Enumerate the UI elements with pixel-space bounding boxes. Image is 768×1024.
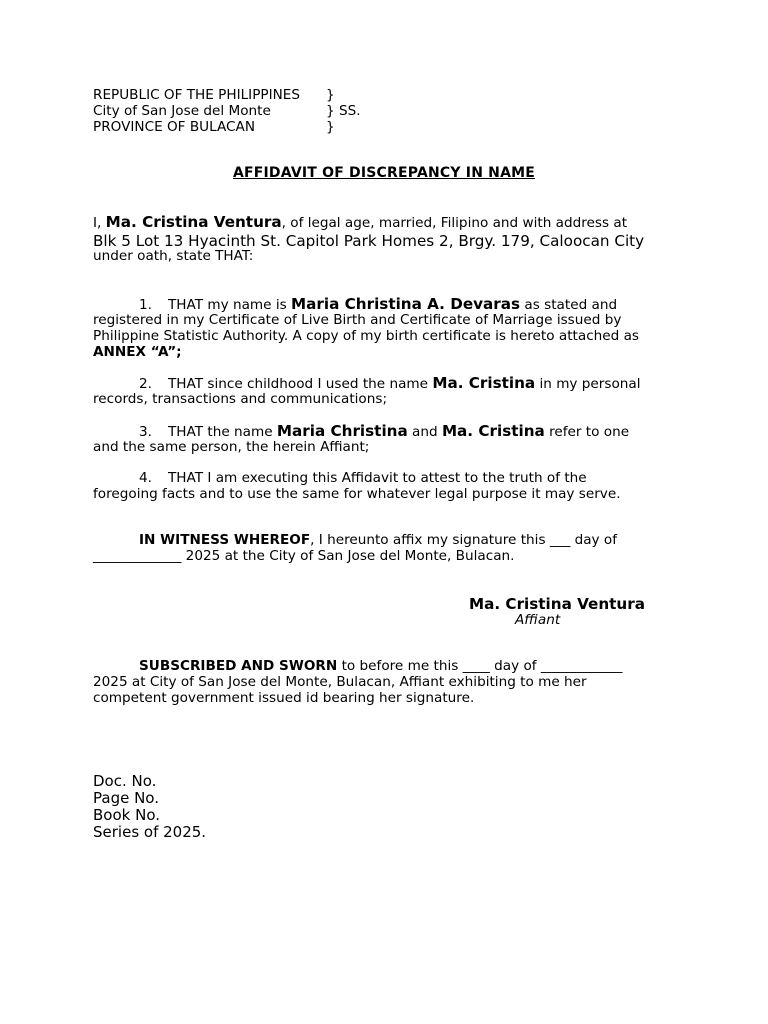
- intro-after-name: , of legal age, married, Filipino and with address at: [281, 215, 628, 231]
- item-2-pre: THAT since childhood I used the name: [167, 376, 433, 392]
- item-3-first-line: [139, 423, 629, 440]
- item-1-line-3: Philippine Statistic Authority. A copy of my birth certificate is hereto attached as: [93, 328, 640, 344]
- sworn-bold: SUBSCRIBED AND SWORN: [139, 658, 338, 674]
- header-republic: REPUBLIC OF THE PHILIPPINES: [93, 87, 300, 103]
- notary-doc-no: Doc. No.: [93, 772, 157, 790]
- item-2-first-line: [139, 375, 641, 392]
- item-2-name: Ma. Cristina: [432, 374, 536, 392]
- header-brace-3: }: [326, 119, 335, 135]
- witness-rest: , I hereunto affix my signature this ___ day of: [310, 532, 617, 548]
- item-4-first-line: [139, 470, 587, 486]
- item-3-name-1: Maria Christina: [276, 422, 408, 440]
- item-2-number: 2.: [139, 376, 152, 392]
- item-4-line-1: THAT I am executing this Affidavit to attest to the truth of the: [167, 470, 587, 486]
- notary-book-no: Book No.: [93, 806, 161, 824]
- item-1-number: 1.: [139, 297, 152, 313]
- item-1-first-line: [139, 296, 617, 313]
- header-brace-ss: } SS.: [326, 103, 361, 119]
- item-2-post: in my personal: [535, 376, 641, 392]
- witness-bold: IN WITNESS WHEREOF: [139, 532, 311, 548]
- intro-address: Blk 5 Lot 13 Hyacinth St. Capitol Park Homes 2, Brgy. 179, Caloocan City: [93, 232, 645, 250]
- sworn-line-3: competent government issued id bearing her signature.: [93, 690, 475, 706]
- item-3-line-2: and the same person, the herein Affiant;: [93, 439, 370, 455]
- item-3-post: refer to one: [544, 424, 630, 440]
- item-4-number: 4.: [139, 470, 152, 486]
- signature-role: Affiant: [515, 612, 561, 628]
- notary-page-no: Page No.: [93, 789, 159, 807]
- item-3-name-2: Ma. Cristina: [441, 422, 545, 440]
- item-1-post: as stated and: [520, 297, 618, 313]
- affiant-name: Ma. Cristina Ventura: [105, 213, 282, 231]
- item-3-number: 3.: [139, 424, 152, 440]
- witness-line-2: _____________ 2025 at the City of San Jose del Monte, Bulacan.: [93, 548, 515, 564]
- item-1-name: Maria Christina A. Devaras: [291, 295, 521, 313]
- item-2-line-2: records, transactions and communications;: [93, 391, 388, 407]
- item-1-pre: THAT my name is: [167, 297, 292, 313]
- sworn-rest: to before me this ____ day of ____________: [337, 658, 623, 674]
- intro-prefix: I,: [93, 215, 106, 231]
- item-4-line-2: foregoing facts and to use the same for whatever legal purpose it may serve.: [93, 486, 621, 502]
- signature-name: Ma. Cristina Ventura: [469, 595, 645, 613]
- sworn-line-2: 2025 at City of San Jose del Monte, Bulacan, Affiant exhibiting to me her: [93, 674, 587, 690]
- header-province: PROVINCE OF BULACAN: [93, 119, 256, 135]
- item-3-pre: THAT the name: [167, 424, 277, 440]
- header-brace-1: }: [326, 87, 335, 103]
- intro-closing: under oath, state THAT:: [93, 248, 254, 264]
- document-title: AFFIDAVIT OF DISCREPANCY IN NAME: [232, 165, 536, 181]
- notary-series: Series of 2025.: [93, 823, 207, 841]
- item-1-annex: ANNEX “A”;: [93, 344, 182, 360]
- item-1-line-2: registered in my Certificate of Live Birth and Certificate of Marriage issued by: [93, 312, 622, 328]
- sworn-line-1: [139, 658, 622, 674]
- item-3-mid: and: [407, 424, 442, 440]
- intro-line-1: [93, 214, 627, 231]
- header-city: City of San Jose del Monte: [93, 103, 271, 119]
- witness-line-1: [139, 532, 617, 548]
